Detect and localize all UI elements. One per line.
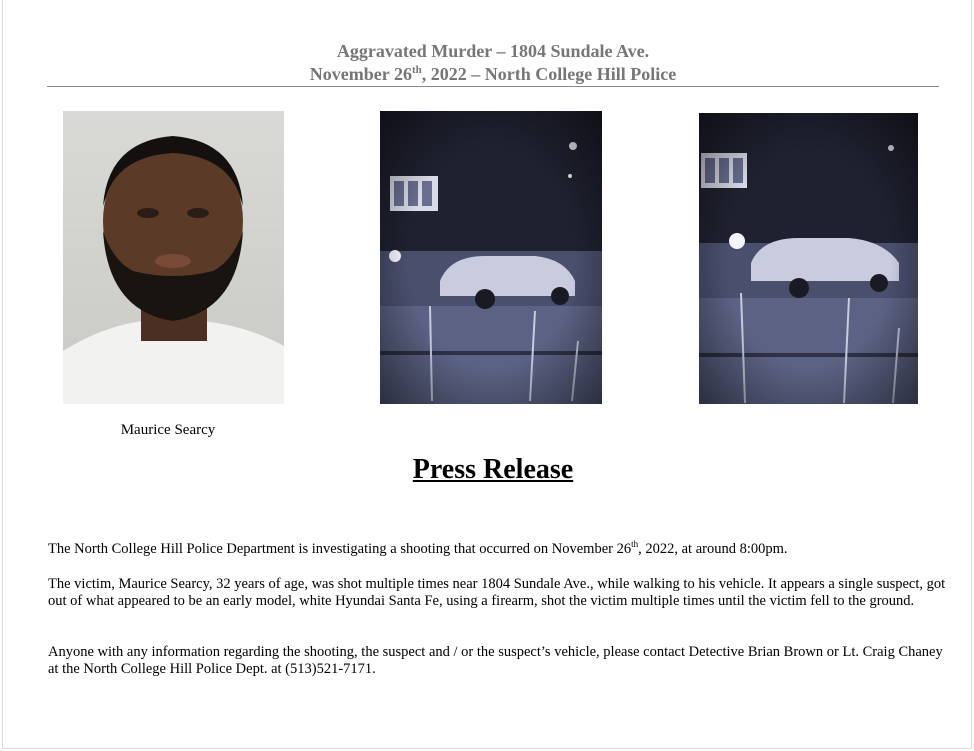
suspect-photo <box>63 111 284 404</box>
surveillance-photo-1 <box>380 111 602 404</box>
paragraph-2: The victim, Maurice Searcy, 32 years of age, was shot multiple times near 1804 Sundale Ave., while walking to his vehicle. It appears a single suspect, got out of what appeared to be an early model, white Hyundai Santa Fe, using a firearm, shot the victim multiple times until the victim fell to the ground. <box>48 576 946 609</box>
press-release-title: Press Release <box>412 454 574 485</box>
header-line-2 <box>0 63 974 86</box>
header-date-suffix: th <box>411 64 422 76</box>
paragraph-1-text-end: , 2022, at around 8:00pm. <box>638 541 788 557</box>
paragraph-1 <box>48 541 948 558</box>
paragraph-1-suffix: th <box>631 539 639 550</box>
paragraph-3: Anyone with any information regarding the shooting, the suspect and / or the suspect’s vehicle, please contact Detective Brian Brown or Lt. Craig Chaney at the North College Hill Police Dept. at (513)521-7171. <box>48 644 943 677</box>
document-header <box>0 40 974 86</box>
paragraph-1-text: The North College Hill Police Department is investigating a shooting that occurred on November 26 <box>48 541 632 557</box>
header-line-1: Aggravated Murder – 1804 Sundale Ave. <box>336 41 650 61</box>
surveillance-photo-2 <box>699 113 918 404</box>
header-date: November 26 <box>309 64 412 84</box>
header-divider <box>47 86 939 87</box>
suspect-caption: Maurice Searcy <box>120 422 216 438</box>
header-agency: , 2022 – North College Hill Police <box>421 64 677 84</box>
